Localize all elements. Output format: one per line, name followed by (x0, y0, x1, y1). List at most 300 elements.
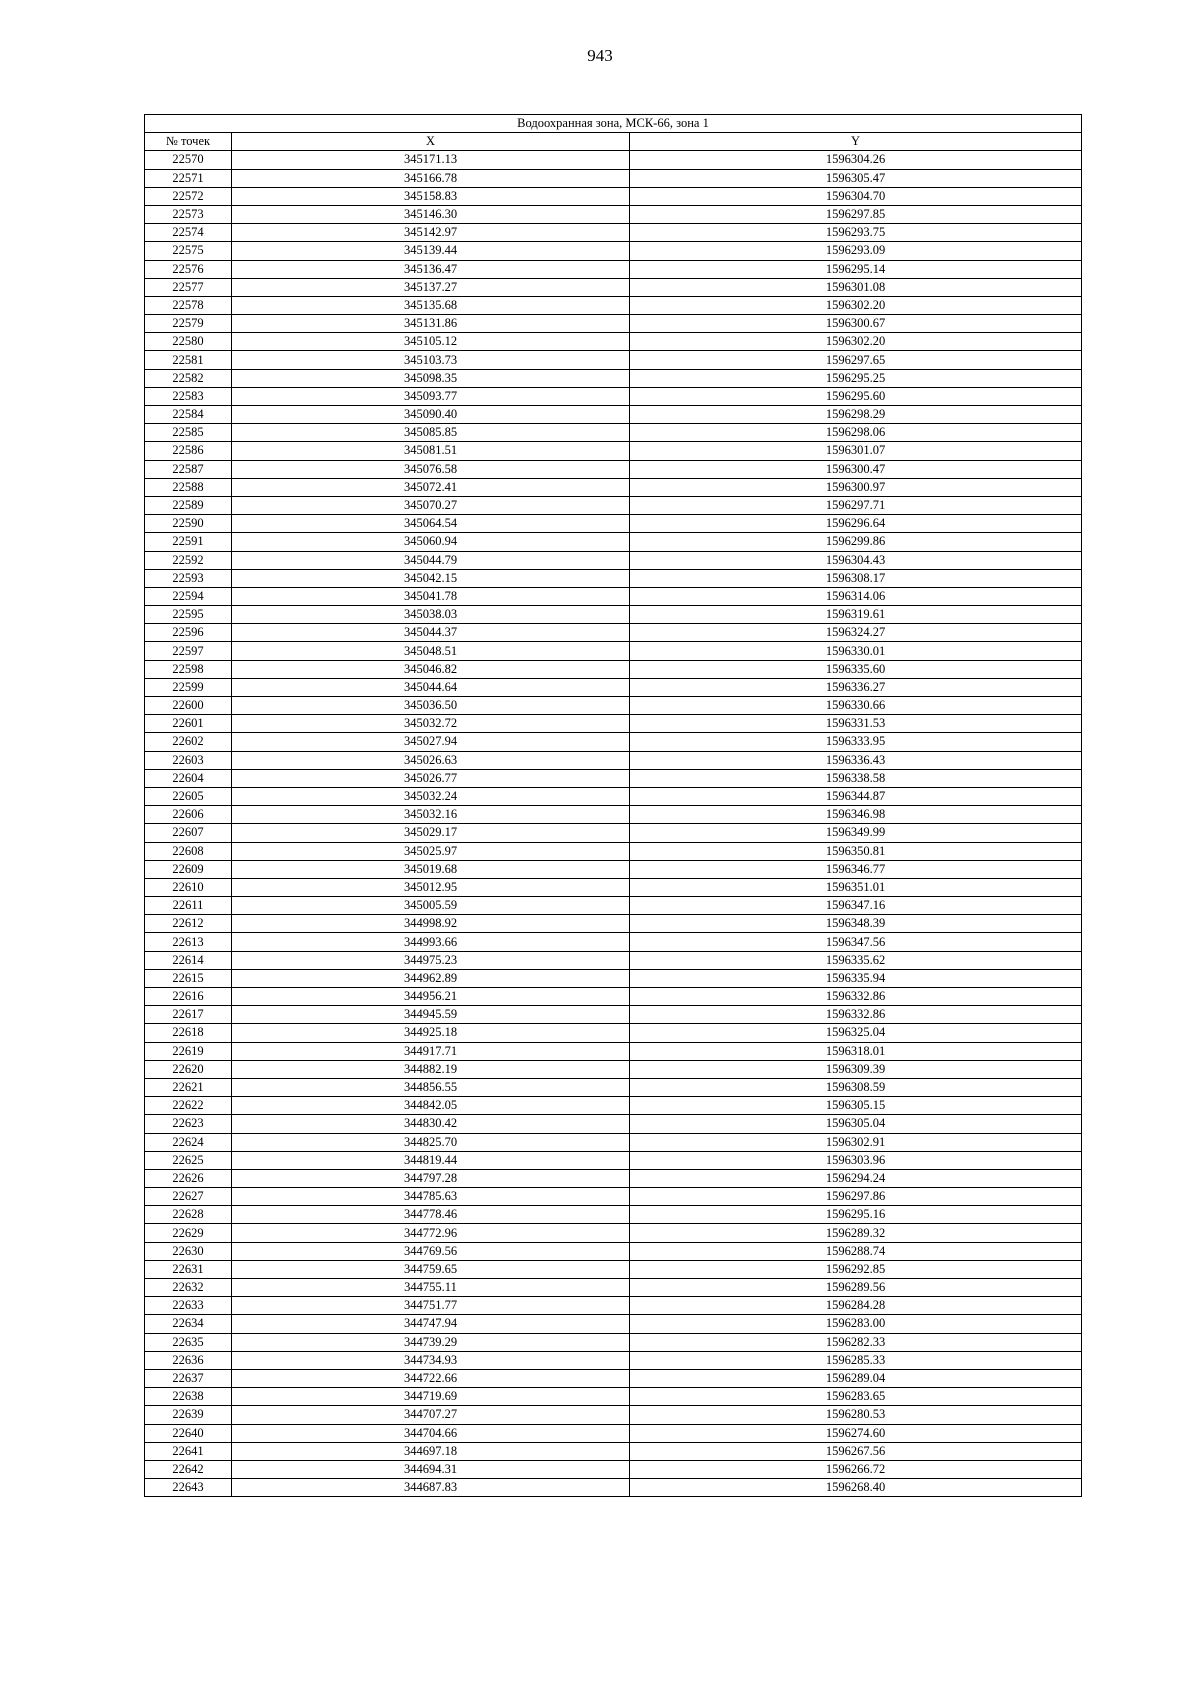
cell-y: 1596350.81 (630, 842, 1082, 860)
table-row (145, 260, 1082, 278)
cell-x: 345090.40 (232, 406, 630, 424)
header-point-number: № точек (145, 133, 232, 151)
table-row (145, 1133, 1082, 1151)
table-row (145, 387, 1082, 405)
cell-point-number: 22625 (145, 1151, 232, 1169)
table-row (145, 1078, 1082, 1096)
cell-x: 345026.63 (232, 751, 630, 769)
cell-point-number: 22605 (145, 787, 232, 805)
table-row (145, 715, 1082, 733)
table-row (145, 1388, 1082, 1406)
cell-y: 1596296.64 (630, 515, 1082, 533)
table-row (145, 1115, 1082, 1133)
cell-y: 1596299.86 (630, 533, 1082, 551)
cell-x: 344797.28 (232, 1169, 630, 1187)
table-row (145, 806, 1082, 824)
table-row (145, 424, 1082, 442)
cell-point-number: 22637 (145, 1369, 232, 1387)
cell-y: 1596324.27 (630, 624, 1082, 642)
cell-x: 344755.11 (232, 1279, 630, 1297)
cell-point-number: 22606 (145, 806, 232, 824)
cell-point-number: 22588 (145, 478, 232, 496)
cell-point-number: 22634 (145, 1315, 232, 1333)
cell-point-number: 22639 (145, 1406, 232, 1424)
table-row (145, 1224, 1082, 1242)
cell-point-number: 22635 (145, 1333, 232, 1351)
cell-y: 1596289.56 (630, 1279, 1082, 1297)
table-row (145, 933, 1082, 951)
cell-x: 345142.97 (232, 224, 630, 242)
cell-point-number: 22623 (145, 1115, 232, 1133)
cell-y: 1596295.25 (630, 369, 1082, 387)
cell-y: 1596294.24 (630, 1169, 1082, 1187)
cell-y: 1596332.86 (630, 1006, 1082, 1024)
table-row (145, 551, 1082, 569)
table-row (145, 1369, 1082, 1387)
cell-point-number: 22575 (145, 242, 232, 260)
cell-y: 1596331.53 (630, 715, 1082, 733)
cell-x: 344956.21 (232, 988, 630, 1006)
cell-point-number: 22640 (145, 1424, 232, 1442)
table-caption: Водоохранная зона, МСК-66, зона 1 (145, 115, 1082, 133)
cell-y: 1596293.09 (630, 242, 1082, 260)
cell-y: 1596297.65 (630, 351, 1082, 369)
cell-y: 1596283.65 (630, 1388, 1082, 1406)
cell-point-number: 22618 (145, 1024, 232, 1042)
cell-point-number: 22636 (145, 1351, 232, 1369)
cell-x: 344975.23 (232, 951, 630, 969)
cell-x: 344830.42 (232, 1115, 630, 1133)
cell-point-number: 22579 (145, 315, 232, 333)
cell-y: 1596305.04 (630, 1115, 1082, 1133)
cell-point-number: 22624 (145, 1133, 232, 1151)
table-row (145, 860, 1082, 878)
header-y: Y (630, 133, 1082, 151)
cell-x: 344842.05 (232, 1097, 630, 1115)
cell-x: 344945.59 (232, 1006, 630, 1024)
cell-x: 344694.31 (232, 1460, 630, 1478)
cell-x: 344785.63 (232, 1188, 630, 1206)
cell-point-number: 22610 (145, 878, 232, 896)
cell-point-number: 22608 (145, 842, 232, 860)
cell-point-number: 22604 (145, 769, 232, 787)
cell-y: 1596297.71 (630, 496, 1082, 514)
table-row (145, 1042, 1082, 1060)
cell-x: 344772.96 (232, 1224, 630, 1242)
cell-point-number: 22615 (145, 969, 232, 987)
cell-x: 344993.66 (232, 933, 630, 951)
table-caption-row (145, 115, 1082, 133)
table-row (145, 169, 1082, 187)
cell-point-number: 22627 (145, 1188, 232, 1206)
cell-point-number: 22592 (145, 551, 232, 569)
cell-point-number: 22576 (145, 260, 232, 278)
page-number: 943 (587, 46, 613, 65)
cell-x: 344917.71 (232, 1042, 630, 1060)
cell-y: 1596346.77 (630, 860, 1082, 878)
cell-y: 1596300.67 (630, 315, 1082, 333)
cell-x: 345070.27 (232, 496, 630, 514)
table-row (145, 969, 1082, 987)
cell-y: 1596298.06 (630, 424, 1082, 442)
table-body (145, 151, 1082, 1497)
cell-y: 1596301.08 (630, 278, 1082, 296)
cell-y: 1596300.97 (630, 478, 1082, 496)
cell-y: 1596298.29 (630, 406, 1082, 424)
cell-point-number: 22602 (145, 733, 232, 751)
cell-x: 345136.47 (232, 260, 630, 278)
table-row (145, 478, 1082, 496)
cell-point-number: 22582 (145, 369, 232, 387)
cell-point-number: 22570 (145, 151, 232, 169)
cell-y: 1596304.43 (630, 551, 1082, 569)
table-row (145, 1151, 1082, 1169)
cell-y: 1596304.26 (630, 151, 1082, 169)
cell-y: 1596333.95 (630, 733, 1082, 751)
cell-point-number: 22583 (145, 387, 232, 405)
cell-x: 345137.27 (232, 278, 630, 296)
cell-x: 344751.77 (232, 1297, 630, 1315)
cell-y: 1596347.16 (630, 897, 1082, 915)
cell-x: 344704.66 (232, 1424, 630, 1442)
cell-point-number: 22578 (145, 296, 232, 314)
cell-point-number: 22591 (145, 533, 232, 551)
table-row (145, 697, 1082, 715)
cell-point-number: 22603 (145, 751, 232, 769)
cell-x: 344925.18 (232, 1024, 630, 1042)
table-row (145, 224, 1082, 242)
cell-x: 344998.92 (232, 915, 630, 933)
cell-y: 1596347.56 (630, 933, 1082, 951)
cell-x: 345171.13 (232, 151, 630, 169)
cell-point-number: 22596 (145, 624, 232, 642)
cell-point-number: 22628 (145, 1206, 232, 1224)
cell-x: 345048.51 (232, 642, 630, 660)
cell-x: 345166.78 (232, 169, 630, 187)
cell-x: 344962.89 (232, 969, 630, 987)
cell-point-number: 22643 (145, 1479, 232, 1497)
coordinates-table (144, 114, 1082, 1497)
cell-point-number: 22638 (145, 1388, 232, 1406)
cell-point-number: 22590 (145, 515, 232, 533)
cell-point-number: 22607 (145, 824, 232, 842)
cell-x: 345044.79 (232, 551, 630, 569)
table-row (145, 751, 1082, 769)
cell-x: 344697.18 (232, 1442, 630, 1460)
cell-y: 1596330.01 (630, 642, 1082, 660)
cell-y: 1596268.40 (630, 1479, 1082, 1497)
cell-x: 345131.86 (232, 315, 630, 333)
cell-x: 345093.77 (232, 387, 630, 405)
cell-point-number: 22642 (145, 1460, 232, 1478)
table-row (145, 333, 1082, 351)
cell-x: 345139.44 (232, 242, 630, 260)
cell-y: 1596267.56 (630, 1442, 1082, 1460)
cell-point-number: 22622 (145, 1097, 232, 1115)
cell-x: 345019.68 (232, 860, 630, 878)
table-row (145, 442, 1082, 460)
table-row (145, 1024, 1082, 1042)
cell-point-number: 22631 (145, 1260, 232, 1278)
table-row (145, 569, 1082, 587)
cell-point-number: 22586 (145, 442, 232, 460)
cell-y: 1596305.15 (630, 1097, 1082, 1115)
cell-x: 345081.51 (232, 442, 630, 460)
cell-point-number: 22600 (145, 697, 232, 715)
cell-x: 344856.55 (232, 1078, 630, 1096)
cell-point-number: 22616 (145, 988, 232, 1006)
cell-y: 1596335.94 (630, 969, 1082, 987)
cell-x: 345060.94 (232, 533, 630, 551)
table-row (145, 1206, 1082, 1224)
cell-y: 1596285.33 (630, 1351, 1082, 1369)
cell-y: 1596309.39 (630, 1060, 1082, 1078)
cell-point-number: 22619 (145, 1042, 232, 1060)
cell-x: 345146.30 (232, 205, 630, 223)
table-row (145, 205, 1082, 223)
cell-x: 345032.16 (232, 806, 630, 824)
cell-y: 1596274.60 (630, 1424, 1082, 1442)
cell-point-number: 22572 (145, 187, 232, 205)
table-row (145, 642, 1082, 660)
table-row (145, 351, 1082, 369)
cell-x: 344719.69 (232, 1388, 630, 1406)
table-row (145, 1442, 1082, 1460)
cell-point-number: 22601 (145, 715, 232, 733)
cell-point-number: 22621 (145, 1078, 232, 1096)
cell-x: 345072.41 (232, 478, 630, 496)
cell-point-number: 22595 (145, 606, 232, 624)
table-row (145, 296, 1082, 314)
table-row (145, 151, 1082, 169)
cell-y: 1596318.01 (630, 1042, 1082, 1060)
cell-point-number: 22620 (145, 1060, 232, 1078)
table-row (145, 1406, 1082, 1424)
cell-y: 1596336.43 (630, 751, 1082, 769)
cell-y: 1596336.27 (630, 678, 1082, 696)
cell-point-number: 22574 (145, 224, 232, 242)
table-row (145, 460, 1082, 478)
cell-y: 1596282.33 (630, 1333, 1082, 1351)
cell-y: 1596289.32 (630, 1224, 1082, 1242)
table-row (145, 678, 1082, 696)
table-row (145, 787, 1082, 805)
cell-y: 1596297.85 (630, 205, 1082, 223)
cell-y: 1596301.07 (630, 442, 1082, 460)
cell-point-number: 22641 (145, 1442, 232, 1460)
table-row (145, 1006, 1082, 1024)
table-row (145, 1279, 1082, 1297)
cell-point-number: 22614 (145, 951, 232, 969)
header-x: X (232, 133, 630, 151)
table-row (145, 242, 1082, 260)
cell-x: 345044.37 (232, 624, 630, 642)
table-row (145, 1097, 1082, 1115)
table-row (145, 515, 1082, 533)
cell-x: 345026.77 (232, 769, 630, 787)
cell-y: 1596289.04 (630, 1369, 1082, 1387)
cell-point-number: 22611 (145, 897, 232, 915)
cell-x: 344819.44 (232, 1151, 630, 1169)
cell-y: 1596332.86 (630, 988, 1082, 1006)
table-row (145, 1351, 1082, 1369)
table-row (145, 769, 1082, 787)
cell-y: 1596302.20 (630, 333, 1082, 351)
cell-x: 345158.83 (232, 187, 630, 205)
table-row (145, 824, 1082, 842)
table-row (145, 1297, 1082, 1315)
table-row (145, 624, 1082, 642)
cell-point-number: 22598 (145, 660, 232, 678)
cell-point-number: 22597 (145, 642, 232, 660)
table-row (145, 587, 1082, 605)
cell-y: 1596330.66 (630, 697, 1082, 715)
table-row (145, 915, 1082, 933)
cell-x: 345012.95 (232, 878, 630, 896)
cell-y: 1596335.62 (630, 951, 1082, 969)
cell-y: 1596346.98 (630, 806, 1082, 824)
table-header-row (145, 133, 1082, 151)
cell-y: 1596293.75 (630, 224, 1082, 242)
cell-x: 345027.94 (232, 733, 630, 751)
cell-point-number: 22589 (145, 496, 232, 514)
table-row (145, 533, 1082, 551)
cell-x: 345038.03 (232, 606, 630, 624)
cell-point-number: 22633 (145, 1297, 232, 1315)
table-row (145, 1333, 1082, 1351)
cell-y: 1596308.17 (630, 569, 1082, 587)
cell-point-number: 22630 (145, 1242, 232, 1260)
cell-x: 344722.66 (232, 1369, 630, 1387)
cell-y: 1596351.01 (630, 878, 1082, 896)
cell-y: 1596303.96 (630, 1151, 1082, 1169)
cell-x: 344739.29 (232, 1333, 630, 1351)
table-row (145, 278, 1082, 296)
cell-point-number: 22584 (145, 406, 232, 424)
cell-x: 344687.83 (232, 1479, 630, 1497)
cell-point-number: 22594 (145, 587, 232, 605)
cell-x: 345076.58 (232, 460, 630, 478)
cell-y: 1596325.04 (630, 1024, 1082, 1042)
cell-point-number: 22612 (145, 915, 232, 933)
cell-y: 1596305.47 (630, 169, 1082, 187)
cell-x: 345032.72 (232, 715, 630, 733)
cell-x: 345085.85 (232, 424, 630, 442)
table-row (145, 842, 1082, 860)
table-row (145, 406, 1082, 424)
cell-y: 1596284.28 (630, 1297, 1082, 1315)
cell-y: 1596295.60 (630, 387, 1082, 405)
cell-x: 345025.97 (232, 842, 630, 860)
cell-y: 1596319.61 (630, 606, 1082, 624)
cell-x: 345042.15 (232, 569, 630, 587)
cell-y: 1596304.70 (630, 187, 1082, 205)
cell-y: 1596338.58 (630, 769, 1082, 787)
cell-point-number: 22571 (145, 169, 232, 187)
cell-point-number: 22577 (145, 278, 232, 296)
cell-y: 1596280.53 (630, 1406, 1082, 1424)
cell-y: 1596295.16 (630, 1206, 1082, 1224)
table-row (145, 369, 1082, 387)
cell-x: 345103.73 (232, 351, 630, 369)
table-row (145, 878, 1082, 896)
table-row (145, 1169, 1082, 1187)
cell-x: 344882.19 (232, 1060, 630, 1078)
cell-x: 345135.68 (232, 296, 630, 314)
table-row (145, 1060, 1082, 1078)
cell-x: 345046.82 (232, 660, 630, 678)
cell-point-number: 22585 (145, 424, 232, 442)
table-row (145, 1260, 1082, 1278)
cell-point-number: 22626 (145, 1169, 232, 1187)
cell-y: 1596302.91 (630, 1133, 1082, 1151)
cell-point-number: 22613 (145, 933, 232, 951)
table-row (145, 315, 1082, 333)
cell-y: 1596300.47 (630, 460, 1082, 478)
cell-y: 1596283.00 (630, 1315, 1082, 1333)
table-row (145, 733, 1082, 751)
cell-y: 1596344.87 (630, 787, 1082, 805)
cell-x: 344734.93 (232, 1351, 630, 1369)
table-row (145, 1479, 1082, 1497)
cell-point-number: 22599 (145, 678, 232, 696)
cell-point-number: 22617 (145, 1006, 232, 1024)
table-row (145, 187, 1082, 205)
table-row (145, 1424, 1082, 1442)
table-row (145, 1460, 1082, 1478)
cell-x: 345041.78 (232, 587, 630, 605)
cell-x: 345105.12 (232, 333, 630, 351)
cell-point-number: 22593 (145, 569, 232, 587)
cell-y: 1596288.74 (630, 1242, 1082, 1260)
table-row (145, 1242, 1082, 1260)
cell-x: 344707.27 (232, 1406, 630, 1424)
cell-y: 1596348.39 (630, 915, 1082, 933)
cell-point-number: 22587 (145, 460, 232, 478)
cell-y: 1596349.99 (630, 824, 1082, 842)
cell-x: 344759.65 (232, 1260, 630, 1278)
cell-y: 1596302.20 (630, 296, 1082, 314)
table-row (145, 988, 1082, 1006)
cell-x: 344825.70 (232, 1133, 630, 1151)
table-row (145, 1188, 1082, 1206)
cell-x: 345029.17 (232, 824, 630, 842)
cell-x: 344778.46 (232, 1206, 630, 1224)
table-row (145, 897, 1082, 915)
cell-y: 1596314.06 (630, 587, 1082, 605)
cell-x: 344769.56 (232, 1242, 630, 1260)
table-row (145, 496, 1082, 514)
table-row (145, 951, 1082, 969)
table-row (145, 660, 1082, 678)
cell-point-number: 22632 (145, 1279, 232, 1297)
cell-x: 345044.64 (232, 678, 630, 696)
cell-y: 1596292.85 (630, 1260, 1082, 1278)
cell-point-number: 22580 (145, 333, 232, 351)
table-row (145, 606, 1082, 624)
cell-y: 1596297.86 (630, 1188, 1082, 1206)
cell-x: 345032.24 (232, 787, 630, 805)
cell-x: 344747.94 (232, 1315, 630, 1333)
cell-x: 345098.35 (232, 369, 630, 387)
cell-point-number: 22609 (145, 860, 232, 878)
cell-x: 345064.54 (232, 515, 630, 533)
cell-y: 1596335.60 (630, 660, 1082, 678)
cell-y: 1596308.59 (630, 1078, 1082, 1096)
cell-y: 1596295.14 (630, 260, 1082, 278)
table-row (145, 1315, 1082, 1333)
cell-point-number: 22581 (145, 351, 232, 369)
